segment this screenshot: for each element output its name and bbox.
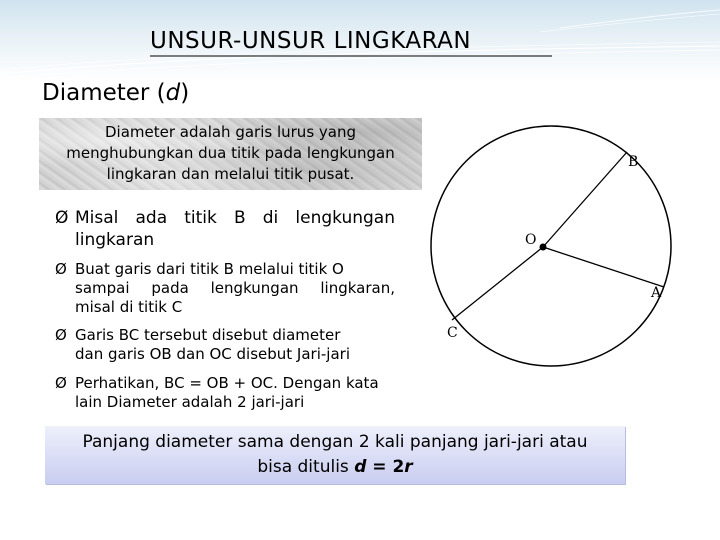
definition-box	[39, 118, 422, 190]
bullet-line: misal di titik C	[75, 298, 183, 316]
radius-ob-line	[543, 152, 627, 247]
label-o: O	[525, 232, 537, 248]
summary-box	[45, 426, 625, 484]
formula-d: d	[354, 457, 367, 477]
radius-oc-line	[452, 247, 543, 320]
circle-diagram	[420, 124, 680, 424]
section-heading-suffix: )	[180, 80, 190, 106]
arrow-bullet-icon: Ø	[55, 208, 69, 228]
page-title: UNSUR-UNSUR LINGKARAN	[150, 28, 472, 54]
arrow-bullet-icon: Ø	[55, 260, 67, 278]
bullet-item	[55, 374, 435, 412]
bullet-line: dan garis OB dan OC disebut Jari-jari	[75, 345, 350, 363]
summary-formula-line	[45, 455, 625, 480]
bullet-line: Misal ada titik B di lengkungan	[75, 208, 395, 228]
section-heading	[42, 80, 189, 106]
definition-line: lingkaran dan melalui titik pusat.	[106, 165, 355, 183]
label-b: B	[628, 154, 639, 170]
bullet-item	[55, 260, 395, 317]
section-heading-prefix: Diameter (	[42, 80, 166, 106]
center-point-o	[540, 244, 547, 251]
bullet-item	[55, 326, 395, 364]
arrow-bullet-icon: Ø	[55, 374, 67, 392]
summary-line: Panjang diameter sama dengan 2 kali panjang jari-jari atau	[82, 432, 588, 452]
formula-r: r	[404, 457, 413, 477]
bullet-line: Buat garis dari titik B melalui titik O	[75, 260, 344, 278]
label-a: A	[651, 285, 662, 301]
arrow-bullet-icon: Ø	[55, 326, 67, 344]
section-heading-symbol: d	[165, 80, 181, 106]
bullet-line: Garis BC tersebut disebut diameter	[75, 326, 341, 344]
definition-line: Diameter adalah garis lurus yang	[105, 123, 356, 141]
bullet-item	[55, 207, 395, 251]
bullet-line: Perhatikan, BC = OB + OC. Dengan kata	[75, 374, 379, 392]
bullet-line: sampai pada lengkungan lingkaran,	[75, 279, 395, 297]
bullet-line: lain Diameter adalah 2 jari-jari	[75, 393, 305, 411]
bullet-list	[55, 207, 395, 412]
radius-oa-line	[543, 247, 664, 287]
formula-equals: = 2	[366, 457, 405, 477]
label-c: C	[447, 325, 458, 341]
bullet-line: lingkaran	[75, 230, 155, 250]
summary-line-prefix: bisa ditulis	[257, 457, 355, 477]
definition-line: menghubungkan dua titik pada lengkungan	[66, 144, 395, 162]
